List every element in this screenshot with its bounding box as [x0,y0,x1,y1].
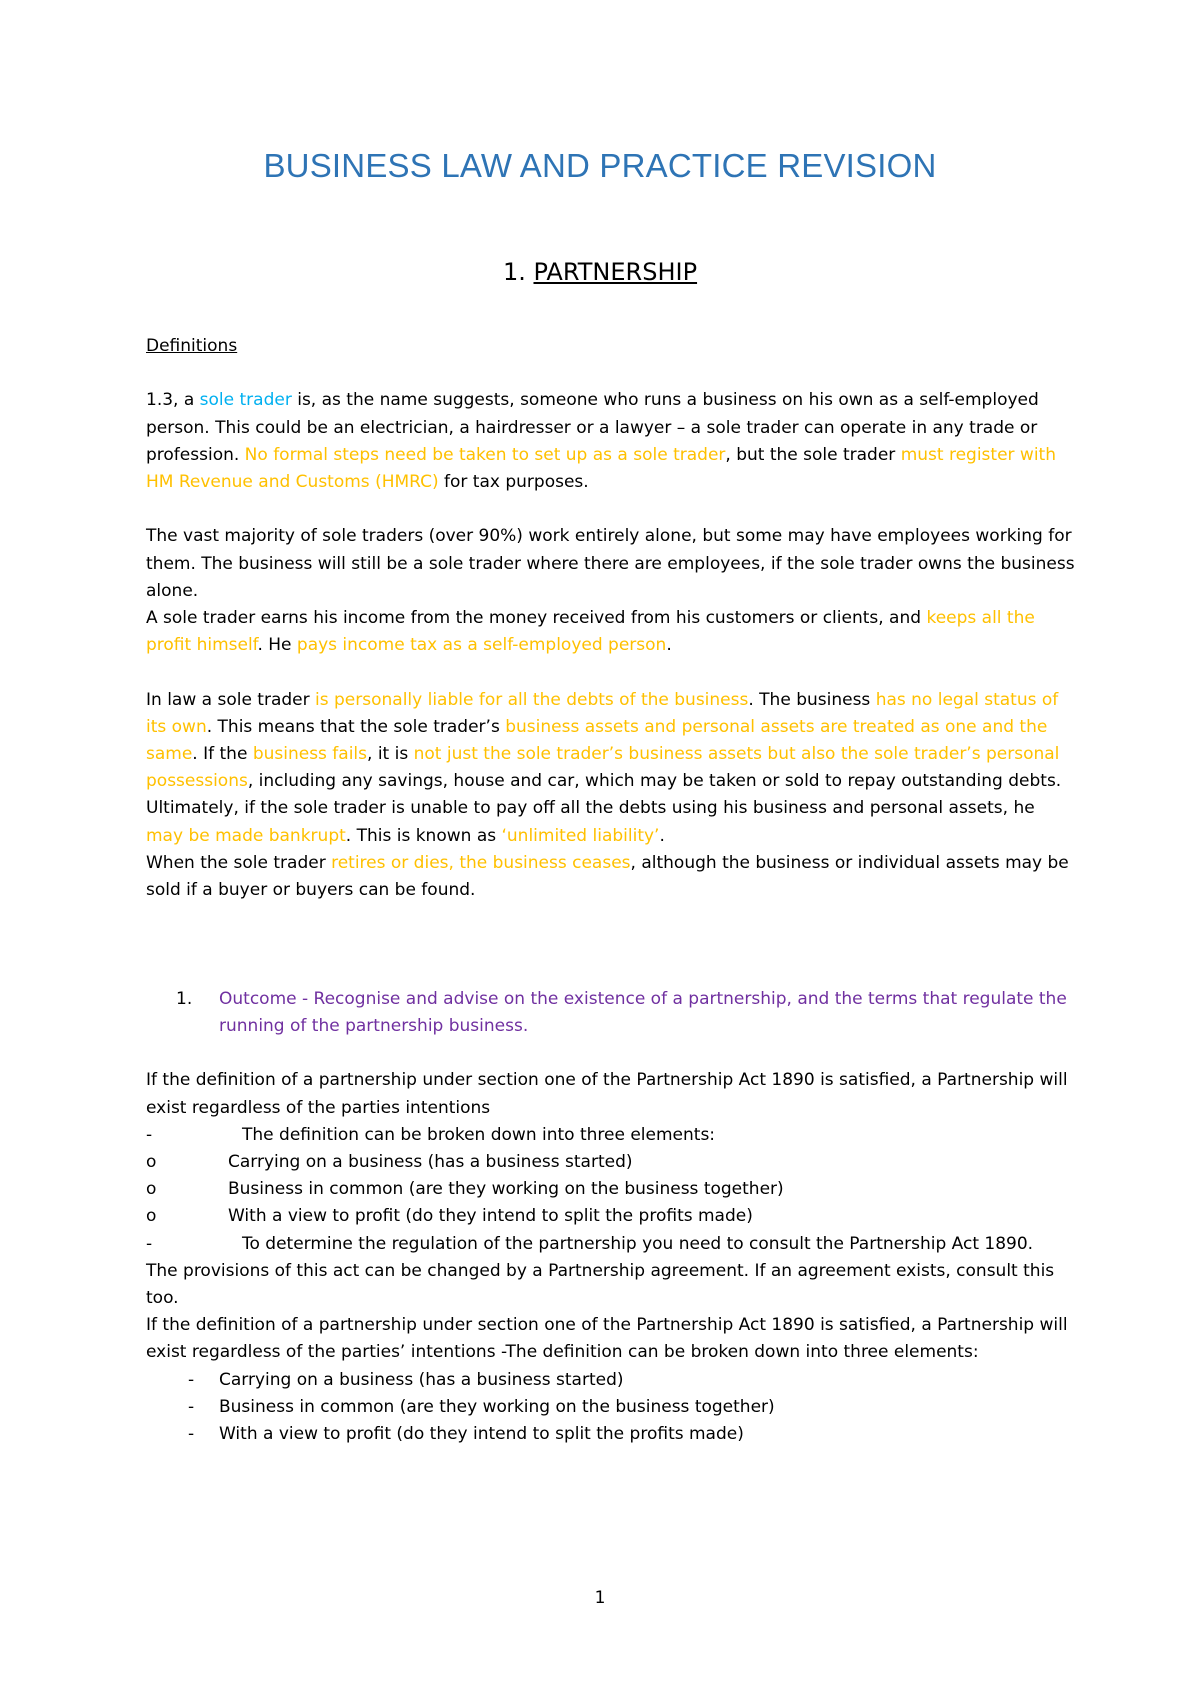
dash-marker: - [146,1233,153,1254]
element-text: With a view to profit (do they intend to split the profits made) [228,1206,753,1227]
highlight-phrase: not just the sole trader’s business assets but also the sole trader’s personal possessions [146,744,1060,792]
outcome-item [146,986,1076,1040]
section-heading [0,258,1200,286]
list-item-text: Carrying on a business (has a business started) [219,1369,624,1390]
o-marker: o [146,1206,157,1227]
text-run: . If the [192,744,253,764]
list-item [146,1394,1076,1421]
highlight-phrase: business fails [252,744,368,764]
dash-line-text: The definition can be broken down into three elements: [242,1124,716,1145]
page-number: 1 [594,1588,606,1608]
section-heading-text: PARTNERSHIP [533,258,698,286]
highlight-phrase: may be made bankrupt [146,825,346,846]
text-run: . [666,635,672,656]
element-row [146,1149,1076,1176]
highlight-phrase: business assets and personal assets are treated as one and the same [146,716,1048,764]
text-run: for tax purposes. [438,472,589,492]
outcome-number: 1. [176,988,193,1009]
text-run: The vast majority of sole traders (over 90%) work entirely alone, but some may have employees working for them. The business will still be a sole trader where there are employees, if the sole trader owns the business alone. [146,526,1075,601]
element-row [146,1203,1076,1230]
text-run: . [659,825,665,846]
text-run: . The business [748,689,876,710]
dash-line-breakdown [146,1122,1076,1149]
dash-marker: - [188,1369,195,1390]
elements-list [146,1367,1076,1449]
highlight-phrase: ‘unlimited liability’ [501,825,660,846]
paragraph-income [146,605,1076,659]
text-run: , although the business or individual assets may be sold if a buyer or buyers can be found. [146,852,1069,901]
dash-line-text: To determine the regulation of the partnership you need to consult the Partnership Act 1890. [242,1233,1034,1254]
element-text: Carrying on a business (has a business started) [228,1151,633,1172]
document-body [146,333,1076,1448]
text-run: In law a sole trader [146,689,316,710]
text-run: . He [257,635,297,656]
text-run: is, as the name suggests, someone who runs a business on his own as a self-employed person. This could be an electrician, a hairdresser or a lawyer – a sole trader can operate in any trade or profession. [146,390,1039,465]
list-item-text: With a view to profit (do they intend to split the profits made) [219,1424,744,1445]
paragraph-definition: If the definition of a partnership under section one of the Partnership Act 1890 is satisfied, a Partnership will exist regardless of the parties intentions [146,1070,1068,1118]
document-title: BUSINESS LAW AND PRACTICE REVISION [263,147,937,184]
list-item [146,1421,1076,1448]
text-run: When the sole trader [146,852,332,873]
highlight-phrase: pays income tax as a self-employed person [296,635,667,656]
highlight-phrase: has no legal status of its own [146,689,1059,737]
list-item [146,1367,1076,1394]
list-item-text: Business in common (are they working on the business together) [219,1396,775,1417]
text-run: . This means that the sole trader’s [206,716,506,737]
highlight-phrase: keeps all the profit himself [146,608,1035,656]
highlight-phrase: must register with HM Revenue and Customs (HMRC) [146,444,1056,492]
paragraph-provisions: The provisions of this act can be changed by a Partnership agreement. If an agreement exists, consult this too. [146,1260,1055,1308]
dash-marker: - [188,1424,195,1445]
text-run: , including any savings, house and car, which may be taken or sold to repay outstanding debts. Ultimately, if the sole trader is unable to pay off all the debts using his business and personal assets, he [146,771,1062,819]
paragraph-definition-repeat: If the definition of a partnership under section one of the Partnership Act 1890 is satisfied, a Partnership will exist regardless of the parties’ intentions -The definition can be broken down into three elements: [146,1315,1068,1363]
dash-marker: - [146,1124,153,1145]
paragraph-liability [146,687,1076,850]
text-run: . This is known as [345,825,502,846]
definitions-label-text: Definitions [146,336,238,356]
paragraph-retires [146,850,1076,904]
text-run: A sole trader earns his income from the money received from his customers or clients, and [146,608,927,628]
paragraph-majority [146,523,1076,605]
element-text: Business in common (are they working on the business together) [228,1179,784,1200]
dash-marker: - [188,1396,195,1417]
text-run: , it is [367,744,414,764]
section-number: 1. [502,258,526,286]
paragraph-sole-trader [146,387,1076,496]
highlight-term: sole trader [199,390,292,411]
highlight-phrase: is personally liable for all the debts of the business [315,689,749,710]
highlight-phrase: retires or dies, the business ceases [331,852,631,873]
dash-line-determine [146,1231,1076,1258]
element-row [146,1176,1076,1203]
o-marker: o [146,1151,157,1172]
o-marker: o [146,1179,157,1200]
highlight-phrase: No formal steps need be taken to set up as a sole trader [244,444,726,465]
outcome-text: Outcome - Recognise and advise on the existence of a partnership, and the terms that regulate the running of the partnership business. [219,988,1067,1036]
text-run: , but the sole trader [725,444,901,465]
text-run: 1.3, a [146,390,200,411]
definitions-label [146,333,1076,360]
